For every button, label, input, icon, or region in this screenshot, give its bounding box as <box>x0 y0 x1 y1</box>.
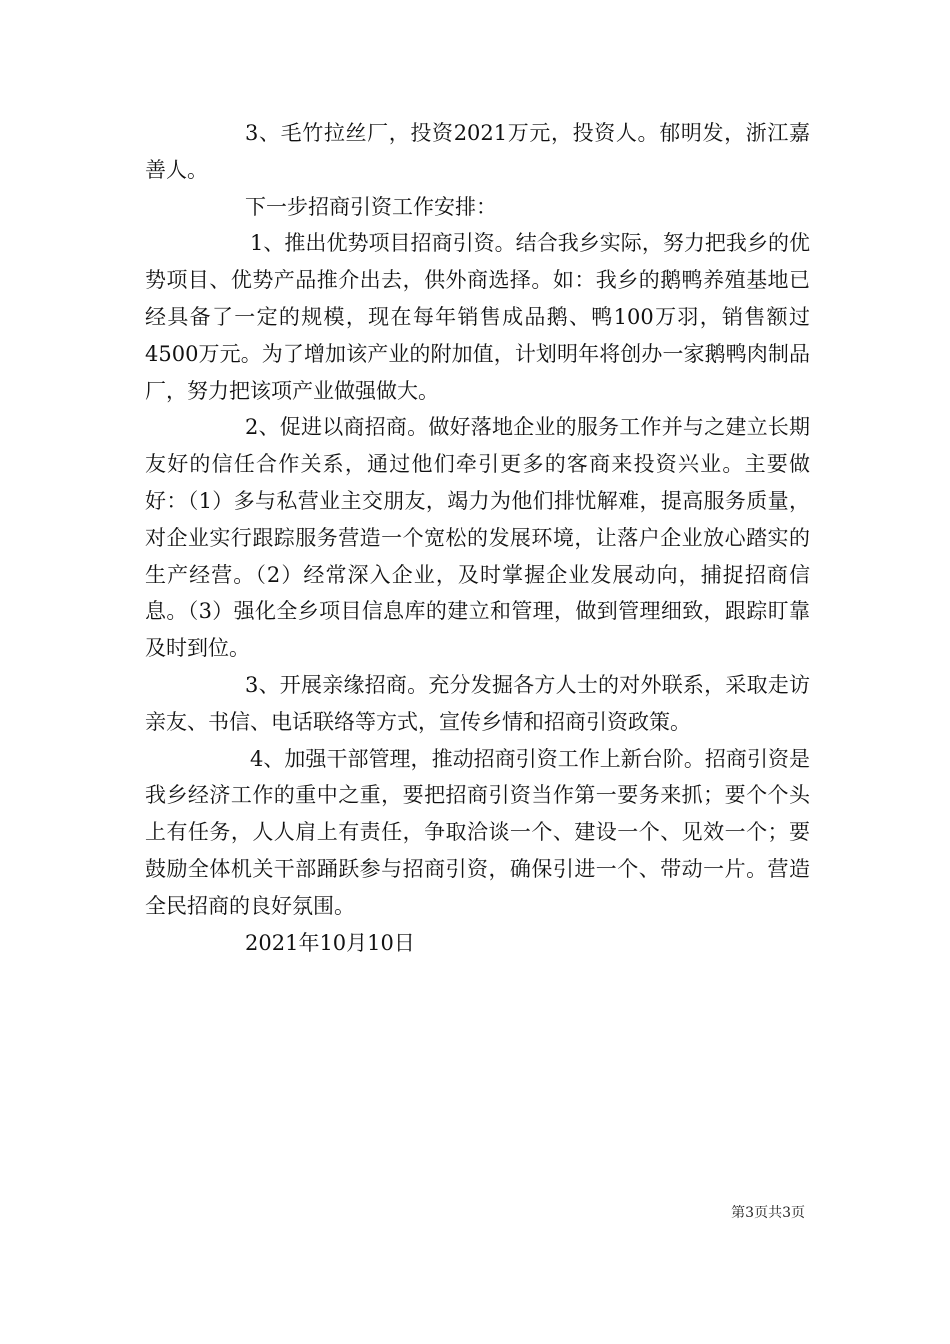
paragraph-step-3: 3、开展亲缘招商。充分发掘各方人士的对外联系，采取走访亲友、书信、电话联络等方式，宣传乡情和招商引资政策。 <box>145 672 810 734</box>
paragraph-step-1: 1、推出优势项目招商引资。结合我乡实际，努力把我乡的优势项目、优势产品推介出去，供外商选择。如：我乡的鹅鸭养殖基地已经具备了一定的规模，现在每年销售成品鹅、鸭100万羽，销售额过4500万元。为了增加该产业的附加值，计划明年将创办一家鹅鸭肉制品厂，努力把该项产业做强做大。 <box>145 231 810 403</box>
document-date: 2021年10月10日 <box>245 930 415 955</box>
document-body <box>145 115 810 961</box>
paragraph-step-2: 2、促进以商招商。做好落地企业的服务工作并与之建立长期友好的信任合作关系，通过他们牵引更多的客商来投资兴业。主要做好：（1）多与私营业主交朋友，竭力为他们排忧解难，提高服务质量，对企业实行跟踪服务营造一个宽松的发展环境，让落户企业放心踏实的生产经营。（2）经常深入企业，及时掌握企业发展动向，捕捉招商信息。（3）强化全乡项目信息库的建立和管理，做到管理细致，跟踪盯靠及时到位。 <box>145 415 810 661</box>
page-number-footer: 第3页共3页 <box>731 1205 805 1221</box>
paragraph-next-steps-heading: 下一步招商引资工作安排： <box>245 194 497 219</box>
paragraph-step-4: 4、加强干部管理，推动招商引资工作上新台阶。招商引资是我乡经济工作的重中之重，要把招商引资当作第一要务来抓；要个个头上有任务，人人肩上有责任，争取洽谈一个、建设一个、见效一个；要鼓励全体机关干部踊跃参与招商引资，确保引进一个、带动一片。营造全民招商的良好氛围。 <box>145 746 810 918</box>
paragraph-project-3: 3、毛竹拉丝厂，投资2021万元，投资人。郁明发，浙江嘉善人。 <box>145 121 810 182</box>
